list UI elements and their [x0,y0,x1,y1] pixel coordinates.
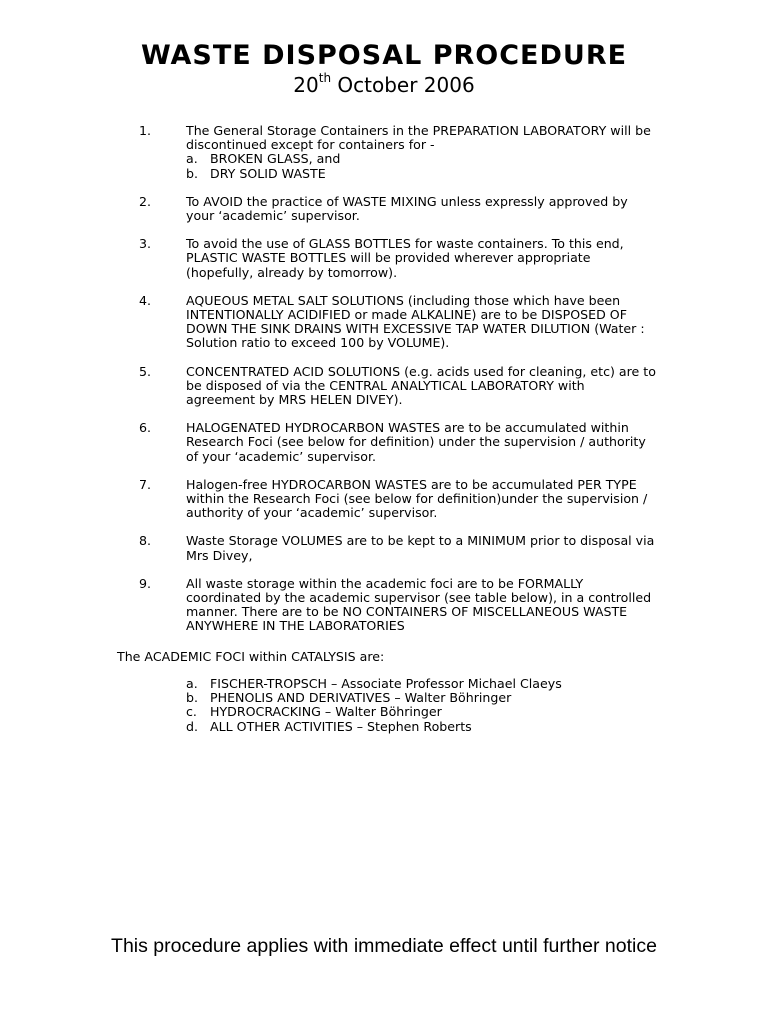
list-item-text [186,195,656,223]
sub-list-item [186,152,656,166]
list-item-text [186,365,656,408]
list-item [0,124,768,181]
list-item-text [186,478,656,521]
list-item [0,237,768,280]
list-item [0,577,768,634]
foci-letter: c. [186,704,197,720]
list-item-body: Waste Storage VOLUMES are to be kept to a MINIMUM prior to disposal via Mrs Divey, [186,533,655,563]
foci-item [186,677,562,691]
foci-letter: a. [186,676,198,691]
foci-letter: d. [186,718,198,734]
date-suffix: th [318,71,332,85]
list-item-body: To avoid the use of GLASS BOTTLES for waste containers. To this end, PLASTIC WASTE BOTTLES will be provided wherever appropriate (hopefully, already by tomorrow). [186,236,624,280]
list-item [0,478,768,521]
list-item [0,294,768,351]
foci-intro: The ACADEMIC FOCI within CATALYSIS are: [117,649,385,664]
list-item-body: HALOGENATED HYDROCARBON WASTES are to be accumulated within Research Foci (see below for definition) under the supervision / authority of your ‘academic’ supervisor. [186,420,646,464]
list-item-number: 6. [139,420,152,436]
list-item-text [186,124,656,181]
list-item-number: 9. [139,575,152,591]
foci-letter: b. [186,690,198,706]
foci-item [186,705,562,719]
list-item-number: 3. [139,236,152,252]
document-date [0,73,768,97]
list-item [0,534,768,562]
list-item-number: 5. [139,363,152,379]
sub-list-letter: b. [186,165,198,181]
list-item-number: 7. [139,476,152,492]
list-item-text [186,421,656,464]
date-rest: October 2006 [331,73,475,97]
sub-list-letter: a. [186,151,198,167]
foci-list [186,677,562,734]
list-item [0,421,768,464]
sub-list-text: BROKEN GLASS, and [210,151,341,167]
sub-list-item [186,167,656,181]
foci-text: HYDROCRACKING – Walter Böhringer [210,704,442,720]
foci-item [186,691,562,705]
date-day: 20 [293,73,319,97]
list-item [0,195,768,223]
list-item-body: CONCENTRATED ACID SOLUTIONS (e.g. acids used for cleaning, etc) are to be disposed of via the CENTRAL ANALYTICAL LABORATORY with agreement by MRS HELEN DIVEY). [186,363,656,408]
list-item-body: All waste storage within the academic foci are to be FORMALLY coordinated by the academic supervisor (see table below), in a controlled manner. There are to be NO CONTAINERS OF MISCELLANEOUS WASTE ANYWHERE IN THE LABORATORIES [186,575,652,634]
list-item-body: The General Storage Containers in the PREPARATION LABORATORY will be discontinued except for containers for - [186,123,651,153]
list-item-text [186,577,656,634]
list-item-text [186,534,656,562]
foci-text: FISCHER-TROPSCH – Associate Professor Michael Claeys [210,676,562,691]
list-item-body: Halogen-free HYDROCARBON WASTES are to be accumulated PER TYPE within the Research Foci (see below for definition)under the supervision / authority of your ‘academic’ supervisor. [186,476,648,521]
list-item-number: 8. [139,533,152,549]
list-item [0,365,768,408]
list-item-text [186,237,656,280]
list-item-number: 4. [139,292,152,308]
list-item-number: 2. [139,193,152,209]
list-item-number: 1. [139,123,152,138]
procedure-list [0,124,768,648]
sub-list-text: DRY SOLID WASTE [210,165,326,181]
foci-text: PHENOLIS AND DERIVATIVES – Walter Böhringer [210,690,512,706]
foci-text: ALL OTHER ACTIVITIES – Stephen Roberts [210,718,472,734]
document-title: WASTE DISPOSAL PROCEDURE [140,40,628,71]
list-item-body: AQUEOUS METAL SALT SOLUTIONS (including those which have been INTENTIONALLY ACIDIFIED or made ALKALINE) are to be DISPOSED OF DOWN THE SINK DRAINS WITH EXCESSIVE TAP WATER DILUTION (Water : Solution ratio to exceed 100 by VOLUME). [186,292,645,351]
footer-notice: This procedure applies with immediate effect until further notice [111,935,657,957]
list-item-body: To AVOID the practice of WASTE MIXING unless expressly approved by your ‘academic’ supervisor. [186,193,628,224]
foci-item [186,720,562,734]
list-item-text [186,294,656,351]
